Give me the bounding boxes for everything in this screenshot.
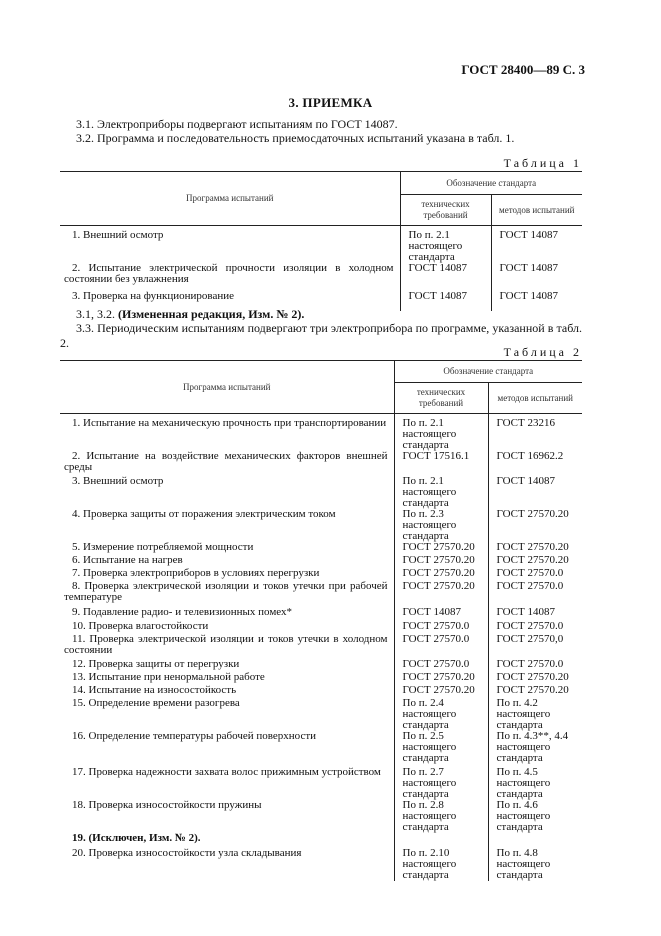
paragraph-amendment (60, 307, 582, 322)
cell-methods: ГОСТ 23216 (496, 417, 555, 429)
cell-program: 2. Испытание на воздействие механических факторов внешней среды (60, 451, 394, 476)
table-row (60, 698, 582, 731)
cell-program: 18. Проверка износостойкости пружины (60, 800, 394, 833)
amendment-note: (Измененная редакция, Изм. № 2). (118, 307, 305, 321)
cell-program: 15. Определение времени разогрева (60, 698, 394, 731)
cell-methods: ГОСТ 27570.0 (496, 580, 564, 592)
cell-tech: ГОСТ 14087 (394, 607, 488, 621)
cell-program: 20. Проверка износостойкости узла складывания (60, 848, 394, 881)
cell-program: 7. Проверка электроприборов в условиях перегрузки (60, 568, 394, 581)
cell-methods: ГОСТ 14087 (499, 262, 558, 274)
cell-program: 12. Проверка защиты от перегрузки (60, 659, 394, 672)
table-row (60, 731, 582, 767)
table1-header-program: Программа испытаний (60, 172, 400, 226)
cell-program: 5. Измерение потребляемой мощности (60, 542, 394, 555)
table-2 (60, 360, 582, 881)
cell-methods: ГОСТ 27570.20 (496, 508, 569, 520)
cell-tech: По п. 2.4 настоящего стандарта (394, 698, 488, 731)
table1-header-methods: методов испытаний (491, 195, 582, 226)
table-row (60, 634, 582, 659)
table-row (60, 451, 582, 476)
cell-program: 1. Испытание на механическую прочность при транспортировании (60, 414, 394, 452)
cell-program: 13. Испытание при ненормальной работе (60, 672, 394, 685)
cell-program: 6. Испытание на нагрев (60, 555, 394, 568)
table-row (60, 848, 582, 881)
cell-methods: ГОСТ 16962.2 (496, 450, 564, 462)
table2-header-standard: Обозначение стандарта (394, 361, 582, 383)
cell-tech: ГОСТ 27570.20 (394, 672, 488, 685)
cell-tech: По п. 2.5 настоящего стандарта (394, 731, 488, 767)
cell-tech: ГОСТ 27570.0 (394, 621, 488, 634)
table-row (60, 767, 582, 800)
cell-tech: По п. 2.1 настоящего стандарта (394, 414, 488, 452)
table-row (60, 226, 582, 264)
table2-header-tech: технических требований (394, 383, 488, 414)
section-title: 3. ПРИЕМКА (288, 95, 373, 110)
cell-tech: ГОСТ 27570.0 (394, 659, 488, 672)
cell-methods: ГОСТ 27570.20 (496, 541, 569, 553)
table-row (60, 581, 582, 607)
cell-program: 17. Проверка надежности захвата волос прижимным устройством (60, 767, 394, 800)
table-row (60, 833, 582, 848)
table1-header-standard: Обозначение стандарта (400, 172, 582, 195)
cell-methods: ГОСТ 14087 (496, 606, 555, 618)
cell-tech: ГОСТ 14087 (400, 263, 491, 291)
cell-methods: По п. 4.3**, 4.4 настоящего стандарта (496, 730, 569, 764)
cell-program: 9. Подавление радио- и телевизионных помех* (60, 607, 394, 621)
table-row (60, 509, 582, 542)
cell-tech: ГОСТ 14087 (400, 291, 491, 311)
cell-tech: ГОСТ 17516.1 (394, 451, 488, 476)
cell-methods: ГОСТ 27570,0 (496, 633, 564, 645)
cell-methods: По п. 4.5 настоящего стандарта (496, 766, 551, 800)
table-row (60, 800, 582, 833)
cell-program: 4. Проверка защиты от поражения электрическим током (60, 509, 394, 542)
cell-methods: По п. 4.6 настоящего стандарта (496, 799, 551, 833)
cell-program: 3. Проверка на функционирование (60, 291, 400, 311)
cell-tech (394, 833, 488, 848)
cell-tech: ГОСТ 27570.20 (394, 581, 488, 607)
paragraph-3-2: 3.2. Программа и последовательность приемосдаточных испытаний указана в табл. 1. (76, 131, 515, 145)
cell-tech: ГОСТ 27570.20 (394, 555, 488, 568)
cell-tech: По п. 2.1 настоящего стандарта (394, 476, 488, 509)
cell-program: 1. Внешний осмотр (60, 226, 400, 264)
table1-caption: Таблица 1 (503, 156, 582, 170)
table-row (60, 263, 582, 291)
cell-tech: ГОСТ 27570.20 (394, 685, 488, 698)
cell-program: 3. Внешний осмотр (60, 476, 394, 509)
cell-tech: По п. 2.1 настоящего стандарта (400, 226, 491, 264)
table-row (60, 414, 582, 452)
paragraph-3-1: 3.1. Электроприборы подвергают испытаниям по ГОСТ 14087. (76, 117, 398, 131)
cell-methods: ГОСТ 14087 (499, 290, 558, 302)
cell-tech: По п. 2.7 настоящего стандарта (394, 767, 488, 800)
cell-program: 16. Определение температуры рабочей поверхности (60, 731, 394, 767)
table-row (60, 607, 582, 621)
cell-tech: ГОСТ 27570.20 (394, 542, 488, 555)
table-row (60, 476, 582, 509)
cell-program: 14. Испытание на износостойкость (60, 685, 394, 698)
cell-methods: ГОСТ 27570.0 (496, 567, 564, 579)
amendment-ref: 3.1, 3.2. (76, 307, 115, 321)
table2-header-methods: методов испытаний (488, 383, 582, 414)
cell-program: 11. Проверка электрической изоляции и токов утечки в холодном состоянии (60, 634, 394, 659)
cell-methods (488, 833, 582, 848)
cell-methods: ГОСТ 27570.20 (496, 554, 569, 566)
cell-tech: По п. 2.3 настоящего стандарта (394, 509, 488, 542)
cell-methods: ГОСТ 14087 (499, 229, 558, 241)
table2-body (60, 414, 582, 882)
paragraph-3-3: 3.3. Периодическим испытаниям подвергают три электроприбора по программе, указанной в табл. 2. (60, 321, 582, 350)
table2-caption: Таблица 2 (503, 345, 582, 359)
table2-header-program: Программа испытаний (60, 361, 394, 414)
cell-tech: По п. 2.8 настоящего стандарта (394, 800, 488, 833)
cell-program: 19. (Исключен, Изм. № 2). (60, 833, 394, 848)
cell-program: 2. Испытание электрической прочности изоляции в холодном состоянии без увлажнения (60, 263, 400, 291)
table-1 (60, 171, 582, 311)
cell-program: 10. Проверка влагостойкости (60, 621, 394, 634)
table1-body (60, 226, 582, 312)
cell-methods: ГОСТ 27570.20 (496, 671, 569, 683)
cell-methods: ГОСТ 27570.0 (496, 620, 564, 632)
cell-methods: ГОСТ 14087 (496, 475, 555, 487)
cell-methods: ГОСТ 27570.0 (496, 658, 564, 670)
cell-methods: По п. 4.8 настоящего стандарта (496, 847, 551, 881)
cell-methods: По п. 4.2 настоящего стандарта (496, 697, 551, 731)
cell-tech: ГОСТ 27570.0 (394, 634, 488, 659)
cell-program: 8. Проверка электрической изоляции и токов утечки при рабочей температуре (60, 581, 394, 607)
cell-methods: ГОСТ 27570.20 (496, 684, 569, 696)
table1-header-tech: технических требований (400, 195, 491, 226)
cell-tech: По п. 2.10 настоящего стандарта (394, 848, 488, 881)
cell-tech: ГОСТ 27570.20 (394, 568, 488, 581)
page-header: ГОСТ 28400—89 С. 3 (461, 62, 585, 77)
